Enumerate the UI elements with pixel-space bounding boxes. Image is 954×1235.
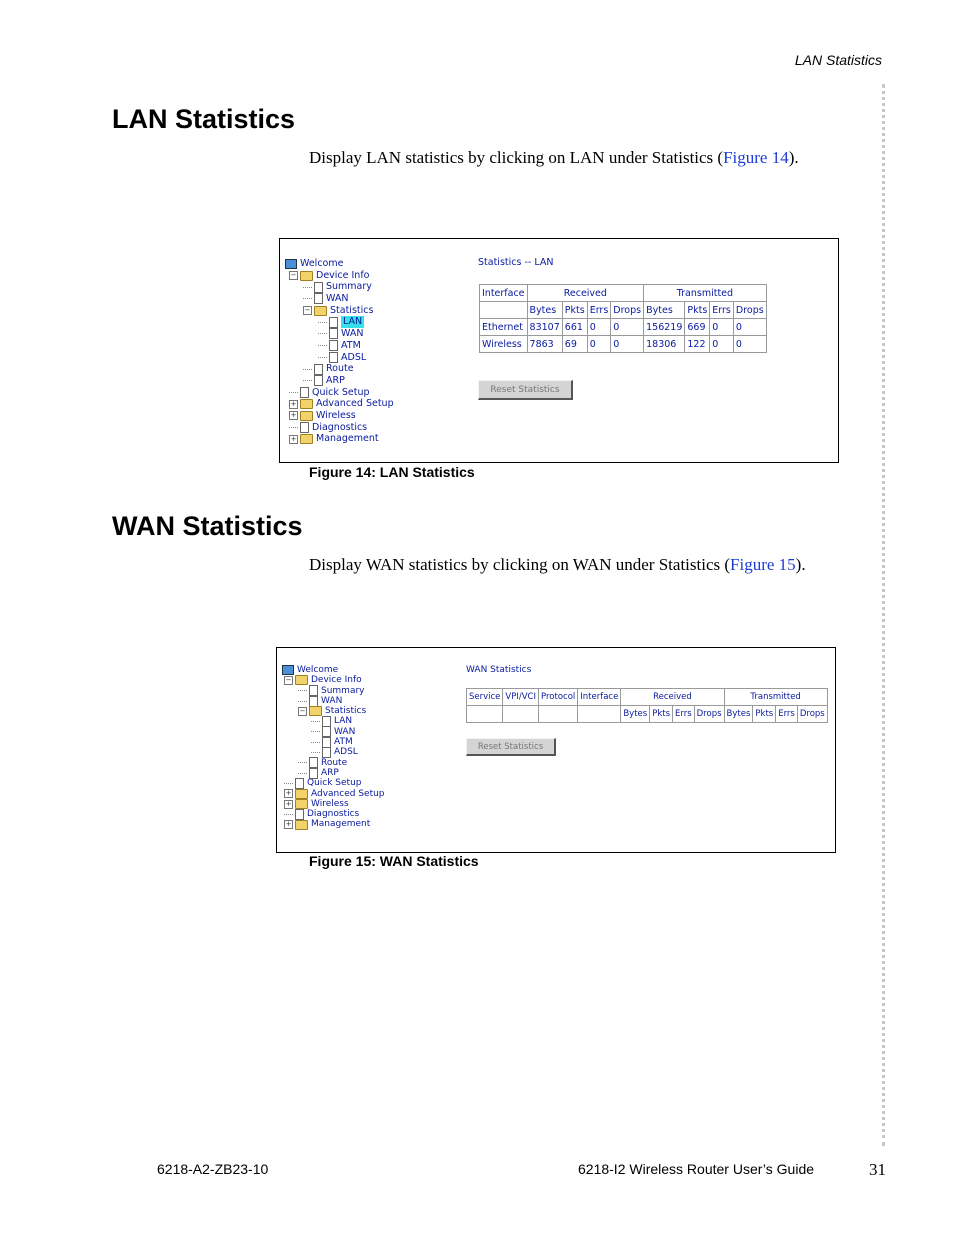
wan-screen-title: WAN Statistics — [466, 665, 532, 675]
lan-statistics-screenshot — [279, 238, 839, 463]
expand-icon[interactable]: + — [290, 434, 297, 443]
page-icon — [329, 328, 338, 339]
tree-item-arp[interactable]: ARP — [285, 375, 394, 387]
wan-statistics-table — [466, 688, 828, 723]
cell: 0 — [611, 336, 644, 353]
lan-section-heading: LAN Statistics — [112, 104, 296, 134]
monitor-icon — [282, 665, 294, 675]
expand-icon[interactable]: + — [285, 820, 292, 829]
tree-item-arp[interactable]: ARP — [282, 768, 385, 778]
tree-item-adsl[interactable]: ADSL — [285, 352, 394, 364]
table-row — [480, 336, 767, 353]
tree-item-adsl[interactable]: ADSL — [282, 747, 385, 757]
tree-item-stat-wan[interactable]: WAN — [282, 727, 385, 737]
lan-body-text-after: ). — [788, 148, 799, 167]
lan-statistics-table — [479, 284, 767, 353]
tree-item-wireless[interactable]: + Wireless — [285, 798, 349, 809]
tree-item-summary[interactable]: Summary — [282, 686, 385, 696]
tree-item-advanced-setup[interactable]: + Advanced Setup — [285, 788, 385, 799]
row-interface: Wireless — [480, 336, 528, 353]
tree-item-stat-wan[interactable]: WAN — [285, 328, 394, 340]
cell: 0 — [710, 319, 734, 336]
subheader: Pkts — [650, 706, 673, 723]
figure-15-link[interactable]: Figure 15 — [730, 555, 796, 574]
tree-item-route[interactable]: Route — [282, 758, 385, 768]
table-row — [480, 319, 767, 336]
wan-body-text-before: Display WAN statistics by clicking on WAN under Statistics ( — [309, 555, 731, 574]
page-icon — [329, 340, 338, 351]
tree-item-welcome[interactable]: Welcome — [285, 258, 394, 270]
page-icon — [295, 778, 304, 789]
tree-item-statistics[interactable]: − Statistics — [304, 304, 374, 316]
tree-item-lan[interactable]: LAN — [282, 716, 385, 726]
tree-item-device-info[interactable]: − Device Info — [285, 675, 362, 686]
lan-nav-tree — [285, 258, 394, 445]
cell: 0 — [587, 336, 611, 353]
expand-icon[interactable]: + — [290, 399, 297, 408]
wan-nav-tree — [282, 665, 385, 830]
subheader: Bytes — [621, 706, 650, 723]
row-interface: Ethernet — [480, 319, 528, 336]
subheader-blank — [503, 706, 539, 723]
tree-item-atm[interactable]: ATM — [285, 340, 394, 352]
collapse-icon[interactable]: − — [299, 706, 306, 715]
cell: 0 — [587, 319, 611, 336]
tree-item-wireless[interactable]: + Wireless — [290, 409, 356, 421]
margin-dotted-rule — [882, 84, 885, 1146]
wan-reset-statistics-button[interactable]: Reset Statistics — [466, 738, 556, 756]
subheader-blank — [578, 706, 621, 723]
folder-open-icon — [314, 306, 327, 316]
subheader: Errs — [710, 302, 734, 319]
subheader: Bytes — [724, 706, 753, 723]
lan-screen-title: Statistics -- LAN — [478, 257, 554, 268]
collapse-icon[interactable]: − — [304, 306, 311, 315]
subheader: Errs — [587, 302, 611, 319]
page-number: 31 — [869, 1160, 886, 1179]
subheader-blank — [480, 302, 528, 319]
tree-item-management[interactable]: + Management — [290, 433, 379, 445]
tree-item-statistics[interactable]: − Statistics — [299, 706, 367, 717]
tree-item-atm[interactable]: ATM — [282, 737, 385, 747]
tree-item-device-info[interactable]: − Device Info — [290, 269, 370, 281]
cell: 0 — [733, 319, 766, 336]
cell: 83107 — [527, 319, 562, 336]
folder-open-icon — [309, 706, 322, 716]
col-header-transmitted: Transmitted — [724, 689, 827, 706]
subheader: Drops — [797, 706, 827, 723]
lan-reset-statistics-button[interactable]: Reset Statistics — [478, 380, 573, 400]
wan-section-body — [309, 555, 806, 575]
subheader-blank — [539, 706, 578, 723]
wan-body-text-after: ). — [795, 555, 806, 574]
col-header-interface: Interface — [578, 689, 621, 706]
col-header-received: Received — [527, 285, 644, 302]
subheader: Drops — [611, 302, 644, 319]
col-header-received: Received — [621, 689, 724, 706]
page-icon — [300, 422, 309, 433]
col-header-service: Service — [467, 689, 503, 706]
page-icon — [322, 747, 331, 758]
col-header-vpi-vci: VPI/VCI — [503, 689, 539, 706]
col-header-protocol: Protocol — [539, 689, 578, 706]
expand-icon[interactable]: + — [285, 789, 292, 798]
cell: 18306 — [644, 336, 685, 353]
cell: 7863 — [527, 336, 562, 353]
subheader: Pkts — [753, 706, 776, 723]
expand-icon[interactable]: + — [285, 799, 292, 808]
tree-item-lan[interactable]: LAN — [285, 316, 394, 328]
cell: 661 — [562, 319, 587, 336]
tree-item-quick-setup[interactable]: Quick Setup — [282, 778, 385, 788]
tree-item-management[interactable]: + Management — [285, 819, 371, 830]
page-icon — [314, 364, 323, 375]
figure-14-caption: Figure 14: LAN Statistics — [309, 464, 475, 480]
folder-icon — [300, 399, 313, 409]
page-icon — [329, 317, 338, 328]
subheader: Errs — [673, 706, 695, 723]
figure-15-caption: Figure 15: WAN Statistics — [309, 853, 479, 869]
cell: 0 — [611, 319, 644, 336]
subheader: Drops — [694, 706, 724, 723]
subheader-blank — [467, 706, 503, 723]
tree-item-diagnostics[interactable]: Diagnostics — [285, 422, 394, 434]
page-icon — [300, 387, 309, 398]
wan-section-heading: WAN Statistics — [112, 511, 303, 541]
lan-section-body — [309, 148, 799, 168]
lan-body-text-before: Display LAN statistics by clicking on LAN under Statistics ( — [309, 148, 724, 167]
folder-icon — [300, 434, 313, 444]
page-icon — [329, 352, 338, 363]
subheader: Errs — [776, 706, 798, 723]
folder-open-icon — [295, 675, 308, 685]
expand-icon[interactable]: + — [290, 411, 297, 420]
tree-item-diagnostics[interactable]: Diagnostics — [282, 809, 385, 819]
folder-icon — [295, 789, 308, 799]
tree-item-summary[interactable]: Summary — [285, 281, 394, 293]
subheader: Pkts — [562, 302, 587, 319]
cell: 69 — [562, 336, 587, 353]
folder-open-icon — [300, 271, 313, 281]
tree-item-wan[interactable]: WAN — [282, 696, 385, 706]
cell: 0 — [733, 336, 766, 353]
subheader: Bytes — [527, 302, 562, 319]
tree-item-wan[interactable]: WAN — [285, 293, 394, 305]
page-icon — [314, 293, 323, 304]
folder-icon — [300, 411, 313, 421]
footer-doc-number: 6218-A2-ZB23-10 — [157, 1161, 269, 1177]
subheader: Drops — [733, 302, 766, 319]
cell: 0 — [710, 336, 734, 353]
collapse-icon[interactable]: − — [285, 675, 292, 684]
col-header-interface: Interface — [480, 285, 528, 302]
page-icon — [309, 768, 318, 779]
page-icon — [309, 696, 318, 707]
page-icon — [295, 809, 304, 820]
tree-item-route[interactable]: Route — [285, 363, 394, 375]
page-icon — [314, 375, 323, 386]
cell: 669 — [685, 319, 710, 336]
figure-14-link[interactable]: Figure 14 — [723, 148, 789, 167]
footer-guide-title: 6218-I2 Wireless Router User’s Guide — [578, 1161, 815, 1177]
tree-item-quick-setup[interactable]: Quick Setup — [285, 387, 394, 399]
folder-icon — [295, 820, 308, 830]
subheader: Bytes — [644, 302, 685, 319]
subheader: Pkts — [685, 302, 710, 319]
wan-statistics-screenshot — [276, 647, 836, 853]
tree-item-welcome[interactable]: Welcome — [282, 665, 385, 675]
collapse-icon[interactable]: − — [290, 271, 297, 280]
monitor-icon — [285, 259, 297, 269]
folder-icon — [295, 799, 308, 809]
tree-item-advanced-setup[interactable]: + Advanced Setup — [290, 398, 394, 410]
cell: 156219 — [644, 319, 685, 336]
col-header-transmitted: Transmitted — [644, 285, 767, 302]
running-header: LAN Statistics — [794, 52, 882, 68]
page-icon — [314, 282, 323, 293]
cell: 122 — [685, 336, 710, 353]
